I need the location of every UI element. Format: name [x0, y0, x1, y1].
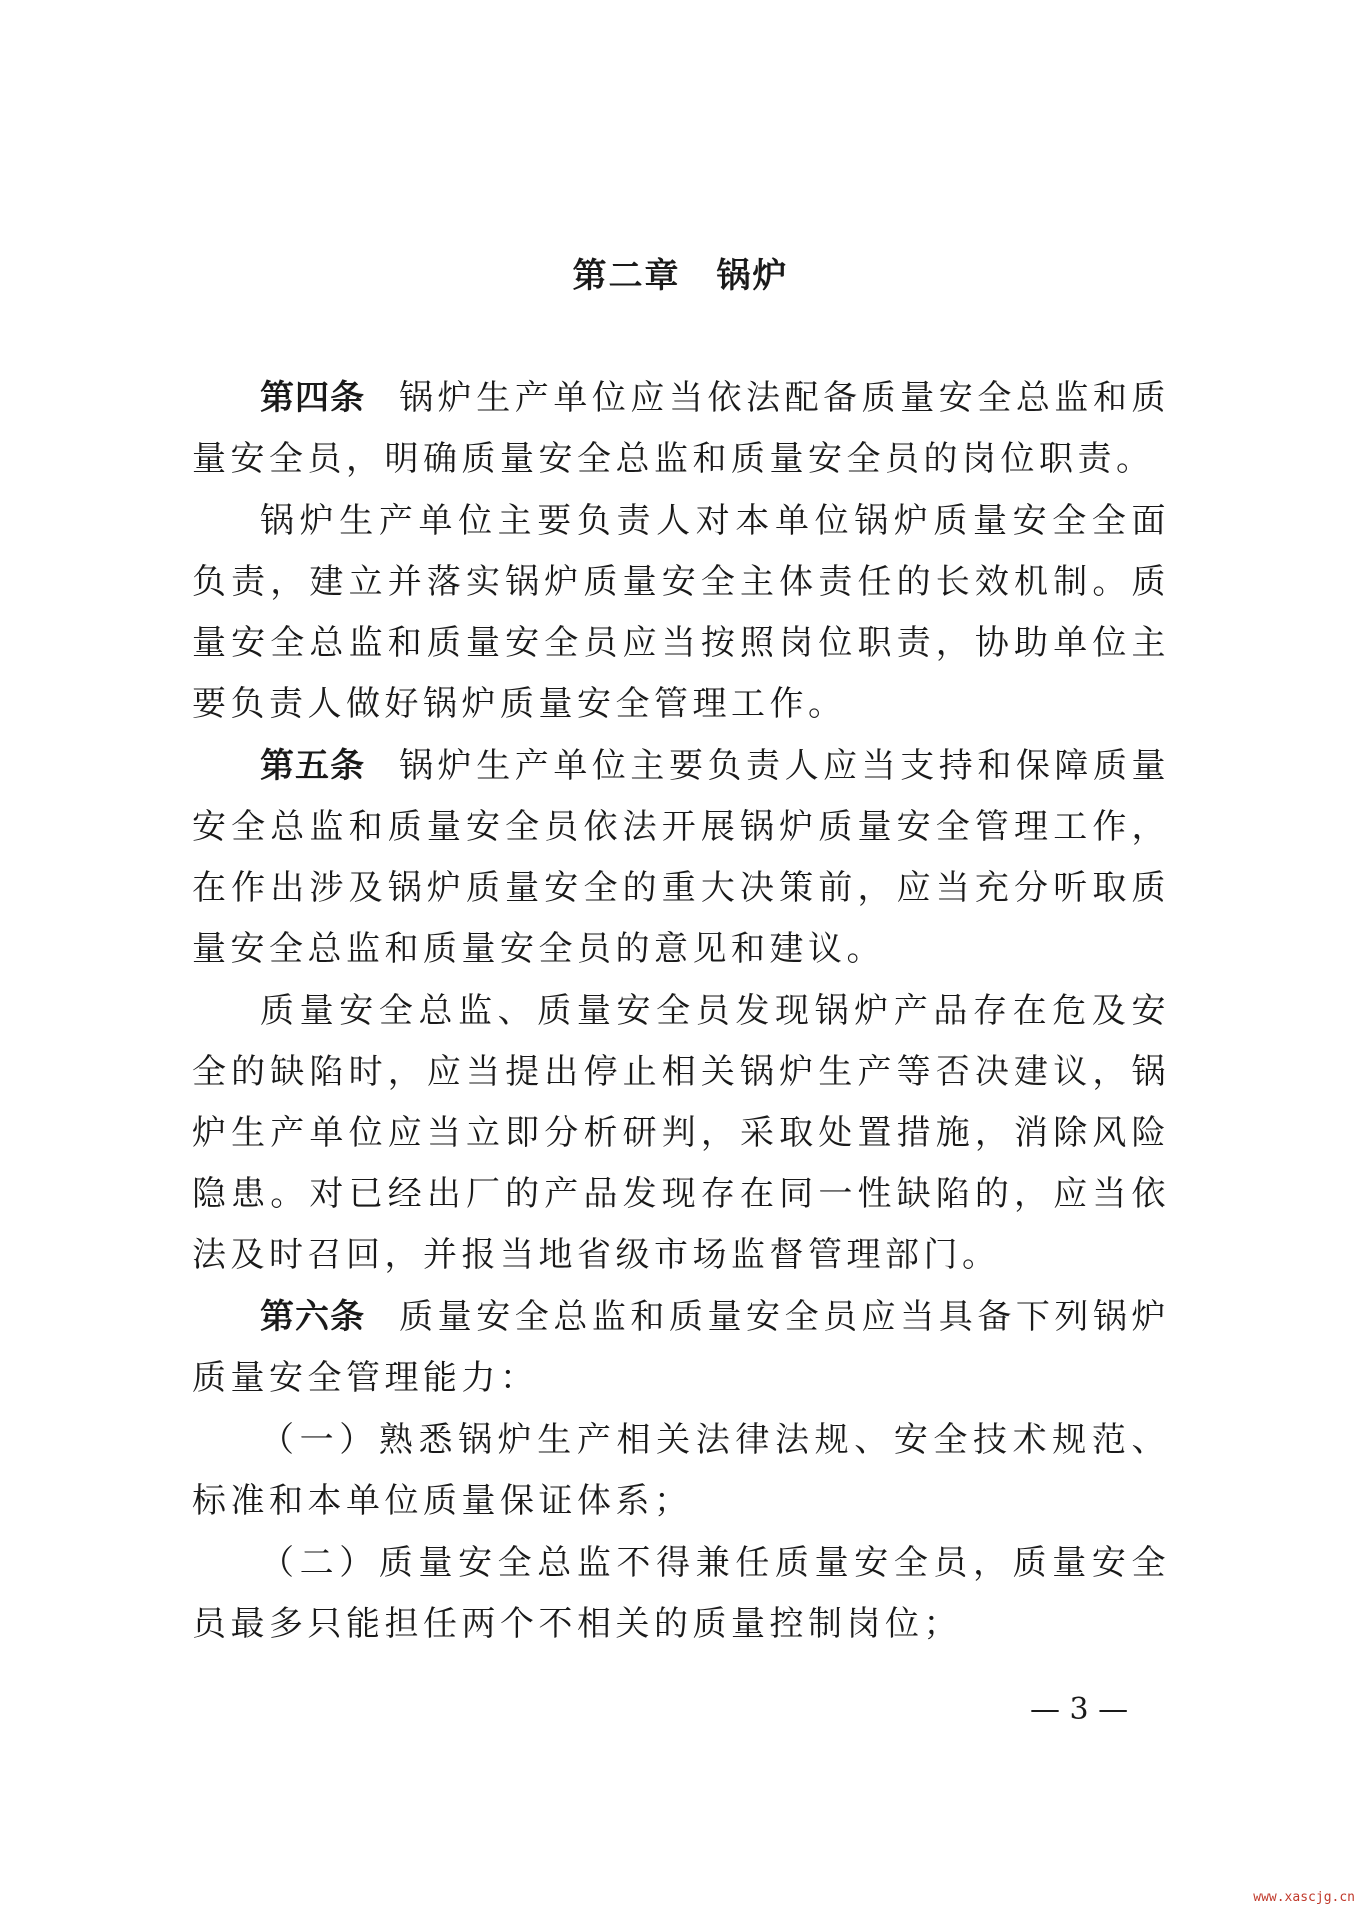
paragraph-text: 锅炉生产单位应当依法配备质量安全总监和质量安全员，明确质量安全总监和质量安全员的岗位职责。: [192, 378, 1171, 479]
article-paragraph: [192, 1287, 1170, 1409]
paragraph-text: （一）熟悉锅炉生产相关法律法规、安全技术规范、标准和本单位质量保证体系；: [192, 1420, 1170, 1521]
article-label: 第六条: [260, 1297, 366, 1337]
article-label: 第四条: [260, 378, 366, 418]
article-label: 第五条: [260, 746, 366, 786]
article-paragraph: [192, 1533, 1170, 1655]
watermark: www.xascjg.cn: [1253, 1890, 1355, 1905]
article-paragraph: [192, 1410, 1170, 1532]
paragraph-text: 锅炉生产单位主要负责人对本单位锅炉质量安全全面负责，建立并落实锅炉质量安全主体责任的长效机制。质量安全总监和质量安全员应当按照岗位职责，协助单位主要负责人做好锅炉质量安全管理工作。: [192, 501, 1170, 724]
page-number: — 3 —: [1030, 1692, 1129, 1727]
paragraph-text: 质量安全总监、质量安全员发现锅炉产品存在危及安全的缺陷时，应当提出停止相关锅炉生产等否决建议，锅炉生产单位应当立即分析研判，采取处置措施，消除风险隐患。对已经出厂的产品发现存在同一性缺陷的，应当依法及时召回，并报当地省级市场监督管理部门。: [192, 991, 1170, 1275]
article-paragraph: [192, 491, 1170, 735]
article-paragraph: [192, 736, 1170, 980]
article-body: [192, 368, 1170, 1656]
paragraph-text: （二）质量安全总监不得兼任质量安全员，质量安全员最多只能担任两个不相关的质量控制岗位；: [192, 1543, 1170, 1644]
paragraph-text: 锅炉生产单位主要负责人应当支持和保障质量安全总监和质量安全员依法开展锅炉质量安全管理工作，在作出涉及锅炉质量安全的重大决策前，应当充分听取质量安全总监和质量安全员的意见和建议。: [192, 746, 1171, 969]
article-paragraph: [192, 981, 1170, 1286]
paragraph-text: 质量安全总监和质量安全员应当具备下列锅炉质量安全管理能力：: [192, 1297, 1171, 1398]
article-paragraph: [192, 368, 1170, 490]
chapter-title: 第二章 锅炉: [572, 256, 789, 296]
